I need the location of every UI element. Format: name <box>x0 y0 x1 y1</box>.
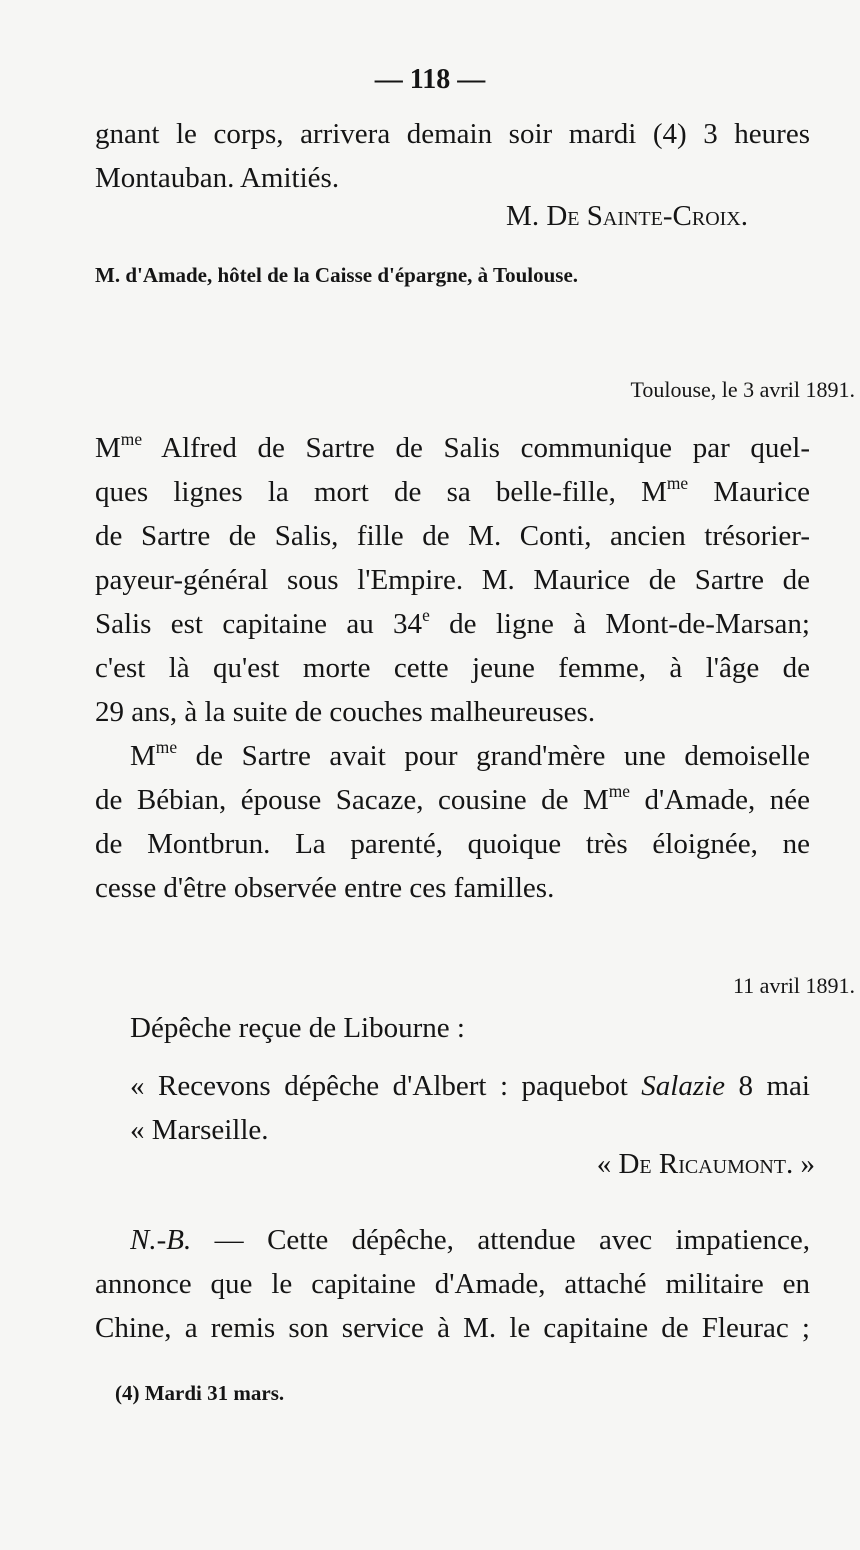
text-line: 29 ans, à la suite de couches malheureuses. <box>95 696 596 728</box>
text-line: annonce que le capitaine d'Amade, attaché militaire en <box>95 1268 810 1300</box>
text-line <box>130 1064 810 1108</box>
text-run: ques lignes la mort de sa belle-fille, M <box>95 476 667 508</box>
text-line: c'est là qu'est morte cette jeune femme, à l'âge de <box>95 652 810 684</box>
text-run: M <box>95 432 121 464</box>
superscript: me <box>666 472 689 493</box>
signature <box>95 194 748 238</box>
text-line: gnant le corps, arrivera demain soir mardi (4) 3 heures <box>95 118 810 150</box>
text-line: de Montbrun. La parenté, quoique très éloignée, ne <box>95 828 810 860</box>
text-line: de Sartre de Salis, fille de M. Conti, ancien trésorier- <box>95 520 810 552</box>
text-run: Maurice <box>688 476 810 508</box>
text-run: Salis est capitaine au 34 <box>95 608 423 640</box>
text-line <box>95 602 810 646</box>
text-line: Dépêche reçue de Libourne : <box>130 1012 465 1044</box>
text-run: de Sartre avait pour grand'mère une demoiselle <box>177 740 810 772</box>
text-line <box>95 470 810 514</box>
text-line <box>130 1218 810 1262</box>
text-line: Montauban. Amitiés. <box>95 162 340 194</box>
superscript: me <box>120 428 143 449</box>
text-run: M <box>130 740 156 772</box>
text-line: « Marseille. <box>130 1114 269 1146</box>
page-number: — 118 — <box>374 64 486 95</box>
superscript: me <box>608 780 631 801</box>
text-run: « Recevons dépêche d'Albert : paquebot <box>130 1070 642 1102</box>
text-line <box>95 426 810 470</box>
signature-prefix: M. <box>506 200 547 232</box>
text-run: — Cette dépêche, attendue avec impatience, <box>191 1224 810 1256</box>
note-label: N.-B. <box>130 1224 192 1256</box>
text-run: « <box>596 1148 619 1180</box>
text-run: Alfred de Sartre de Salis communique par quel- <box>142 432 810 464</box>
dateline: 11 avril 1891. <box>733 973 855 998</box>
text-run: » <box>793 1148 815 1180</box>
text-line <box>130 734 810 778</box>
text-line: Chine, a remis son service à M. le capitaine de Fleurac ; <box>95 1312 810 1344</box>
superscript: me <box>155 736 178 757</box>
signature-name: De Ricaumont. <box>618 1148 794 1180</box>
text-run: d'Amade, née <box>630 784 810 816</box>
text-run: de Bébian, épouse Sacaze, cousine de M <box>95 784 609 816</box>
text-line <box>95 778 810 822</box>
address-line: M. d'Amade, hôtel de la Caisse d'épargne, à Toulouse. <box>95 263 579 287</box>
text-run: de ligne à Mont-de-Marsan; <box>429 608 810 640</box>
superscript: e <box>422 604 430 625</box>
ship-name: Salazie <box>641 1070 726 1102</box>
signature-name: De Sainte-Croix. <box>546 200 748 232</box>
dateline: Toulouse, le 3 avril 1891. <box>630 377 855 402</box>
footnote-text: (4) Mardi 31 mars. <box>115 1381 285 1405</box>
text-run: 8 mai <box>725 1070 810 1102</box>
text-line: cesse d'être observée entre ces familles. <box>95 872 555 904</box>
text-line: payeur-général sous l'Empire. M. Maurice de Sartre de <box>95 564 810 596</box>
signature <box>95 1142 815 1186</box>
